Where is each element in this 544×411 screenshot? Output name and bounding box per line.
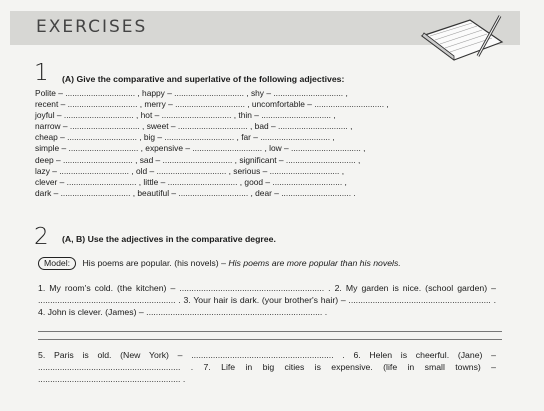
model-answer: His poems are more popular than his novels.: [228, 258, 401, 268]
section-1-instruction: (A) Give the comparative and superlative of the following adjectives:: [62, 74, 345, 84]
section-1-number: 1: [34, 60, 49, 86]
answer-line: [38, 339, 502, 340]
adjective-list: [35, 88, 389, 199]
adjective-row: recent – .............................. , merry – .............................. , uncomfortable – .............................. ,: [35, 99, 389, 110]
adjective-row: dark – .............................. , beautiful – .............................. , dear – .............................. .: [35, 187, 356, 198]
adjective-row: Polite – .............................. , happy – .............................. , shy – .............................. ,: [35, 88, 348, 98]
exercise-paragraph-1: 1. My room's cold. (the kitchen) – ............................................................ . 2. My garden is nice. (school garden) – ......................................................... . 3. Your hair is dark. (your brother's hair) – ........................................................... . 4. John is clever. (James) – ......................................................................... .: [38, 283, 496, 317]
model-sentence: His poems are popular. (his novels) –: [82, 258, 226, 268]
adjective-row: deep – .............................. , sad – .............................. , significant – .............................. ,: [35, 154, 361, 165]
model-example: [38, 257, 401, 270]
section-2-number: 2: [34, 224, 49, 250]
model-badge: Model:: [38, 257, 76, 270]
adjective-row: simple – .............................. , expensive – .............................. , low – .............................. ,: [35, 143, 366, 154]
notebook-pencil-icon: [418, 12, 504, 62]
section-2-instruction: (A, B) Use the adjectives in the comparative degree.: [62, 234, 276, 244]
adjective-row: clever – .............................. , little – .............................. , good – .............................. ,: [35, 176, 347, 187]
adjective-row: cheap – .............................. , big – .............................. , far – .............................. ,: [35, 132, 335, 143]
page-title: EXERCISES: [36, 17, 148, 37]
adjective-row: lazy – .............................. , old – .............................. , serious – .............................. ,: [35, 165, 345, 176]
exercise-paragraph-2: 5. Paris is old. (New York) – ........................................................... . 6. Helen is cheerful. (Jane) – ........................................................... . 7. Life in big cities is expensive. (life in small towns) – ........................................................... .: [38, 350, 496, 384]
adjective-row: narrow – .............................. , sweet – .............................. , bad – .............................. ,: [35, 121, 353, 132]
answer-line: [38, 331, 502, 332]
adjective-row: joyful – .............................. , hot – .............................. , thin – .............................. ,: [35, 110, 336, 121]
